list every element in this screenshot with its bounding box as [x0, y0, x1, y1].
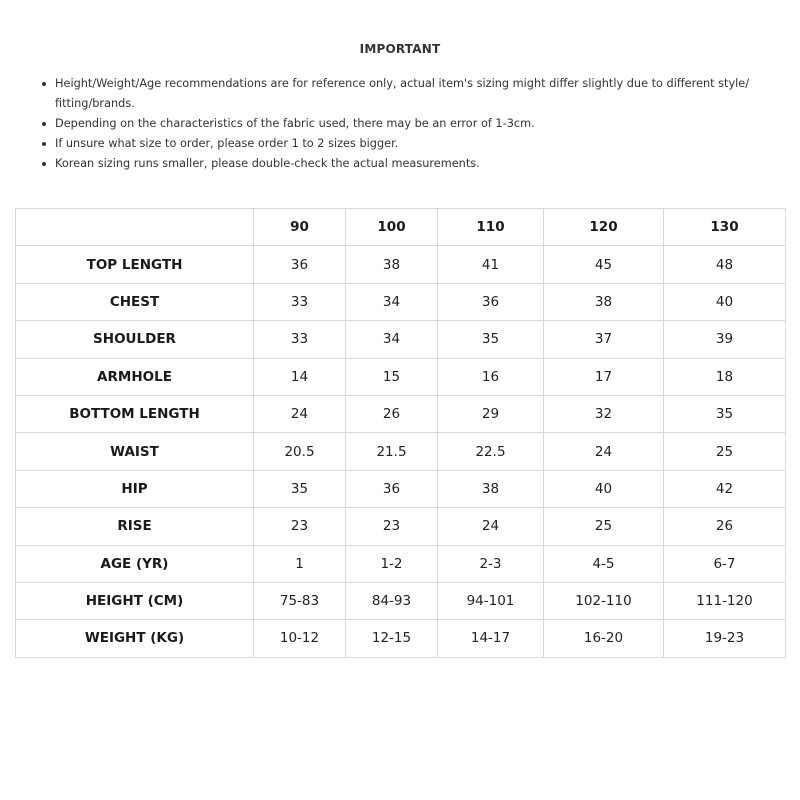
note-item: Height/Weight/Age recommendations are for reference only, actual item's sizing might differ slightly due to different style/ fitting/brands. — [40, 74, 780, 114]
table-cell: 16 — [438, 358, 544, 395]
table-cell: 23 — [346, 508, 438, 545]
row-label: RISE — [16, 508, 254, 545]
table-row — [16, 283, 786, 320]
table-cell: 29 — [438, 395, 544, 432]
header-cell-size: 130 — [664, 209, 786, 246]
table-cell: 15 — [346, 358, 438, 395]
row-label: WAIST — [16, 433, 254, 470]
row-label: CHEST — [16, 283, 254, 320]
table-cell: 24 — [254, 395, 346, 432]
table-cell: 35 — [438, 321, 544, 358]
table-cell: 36 — [438, 283, 544, 320]
table-cell: 38 — [346, 246, 438, 283]
table-body — [16, 246, 786, 657]
table-cell: 75-83 — [254, 582, 346, 619]
table-cell: 4-5 — [544, 545, 664, 582]
note-item: Korean sizing runs smaller, please double-check the actual measurements. — [40, 154, 780, 174]
table-cell: 34 — [346, 321, 438, 358]
table-cell: 20.5 — [254, 433, 346, 470]
row-label: ARMHOLE — [16, 358, 254, 395]
row-label: HIP — [16, 470, 254, 507]
size-chart-table — [15, 208, 786, 658]
table-cell: 10-12 — [254, 620, 346, 657]
table-cell: 35 — [254, 470, 346, 507]
table-cell: 48 — [664, 246, 786, 283]
header-cell-size: 120 — [544, 209, 664, 246]
table-cell: 42 — [664, 470, 786, 507]
table-cell: 12-15 — [346, 620, 438, 657]
table-cell: 18 — [664, 358, 786, 395]
row-label: HEIGHT (CM) — [16, 582, 254, 619]
table-cell: 14-17 — [438, 620, 544, 657]
table-row — [16, 321, 786, 358]
table-row — [16, 246, 786, 283]
table-cell: 2-3 — [438, 545, 544, 582]
table-cell: 14 — [254, 358, 346, 395]
table-row — [16, 470, 786, 507]
table-cell: 37 — [544, 321, 664, 358]
header-cell-size: 100 — [346, 209, 438, 246]
table-cell: 94-101 — [438, 582, 544, 619]
row-label: SHOULDER — [16, 321, 254, 358]
table-cell: 22.5 — [438, 433, 544, 470]
table-cell: 1-2 — [346, 545, 438, 582]
row-label: TOP LENGTH — [16, 246, 254, 283]
table-cell: 34 — [346, 283, 438, 320]
row-label: AGE (YR) — [16, 545, 254, 582]
table-cell: 16-20 — [544, 620, 664, 657]
table-cell: 102-110 — [544, 582, 664, 619]
table-row — [16, 620, 786, 657]
table-cell: 40 — [664, 283, 786, 320]
table-cell: 25 — [544, 508, 664, 545]
table-cell: 24 — [544, 433, 664, 470]
note-item: Depending on the characteristics of the fabric used, there may be an error of 1-3cm. — [40, 114, 780, 134]
table-cell: 1 — [254, 545, 346, 582]
note-item: If unsure what size to order, please order 1 to 2 sizes bigger. — [40, 134, 780, 154]
table-row — [16, 545, 786, 582]
table-cell: 40 — [544, 470, 664, 507]
row-label: WEIGHT (KG) — [16, 620, 254, 657]
table-cell: 33 — [254, 321, 346, 358]
page-title: IMPORTANT — [359, 42, 441, 56]
table-cell: 21.5 — [346, 433, 438, 470]
table-cell: 35 — [664, 395, 786, 432]
table-header-row — [16, 209, 786, 246]
header-cell-size: 90 — [254, 209, 346, 246]
table-cell: 23 — [254, 508, 346, 545]
row-label: BOTTOM LENGTH — [16, 395, 254, 432]
table-cell: 25 — [664, 433, 786, 470]
table-cell: 17 — [544, 358, 664, 395]
header-cell-empty — [16, 209, 254, 246]
table-cell: 38 — [544, 283, 664, 320]
table-row — [16, 433, 786, 470]
table-cell: 32 — [544, 395, 664, 432]
table-row — [16, 508, 786, 545]
table-cell: 39 — [664, 321, 786, 358]
table-cell: 6-7 — [664, 545, 786, 582]
table-cell: 36 — [254, 246, 346, 283]
table-cell: 26 — [346, 395, 438, 432]
header-cell-size: 110 — [438, 209, 544, 246]
table-cell: 111-120 — [664, 582, 786, 619]
table-cell: 26 — [664, 508, 786, 545]
table-cell: 24 — [438, 508, 544, 545]
table-row — [16, 358, 786, 395]
table-cell: 19-23 — [664, 620, 786, 657]
table-cell: 38 — [438, 470, 544, 507]
table-row — [16, 582, 786, 619]
table-cell: 36 — [346, 470, 438, 507]
table-cell: 45 — [544, 246, 664, 283]
table-cell: 84-93 — [346, 582, 438, 619]
table-row — [16, 395, 786, 432]
notes-list — [40, 74, 780, 174]
table-cell: 41 — [438, 246, 544, 283]
table-cell: 33 — [254, 283, 346, 320]
